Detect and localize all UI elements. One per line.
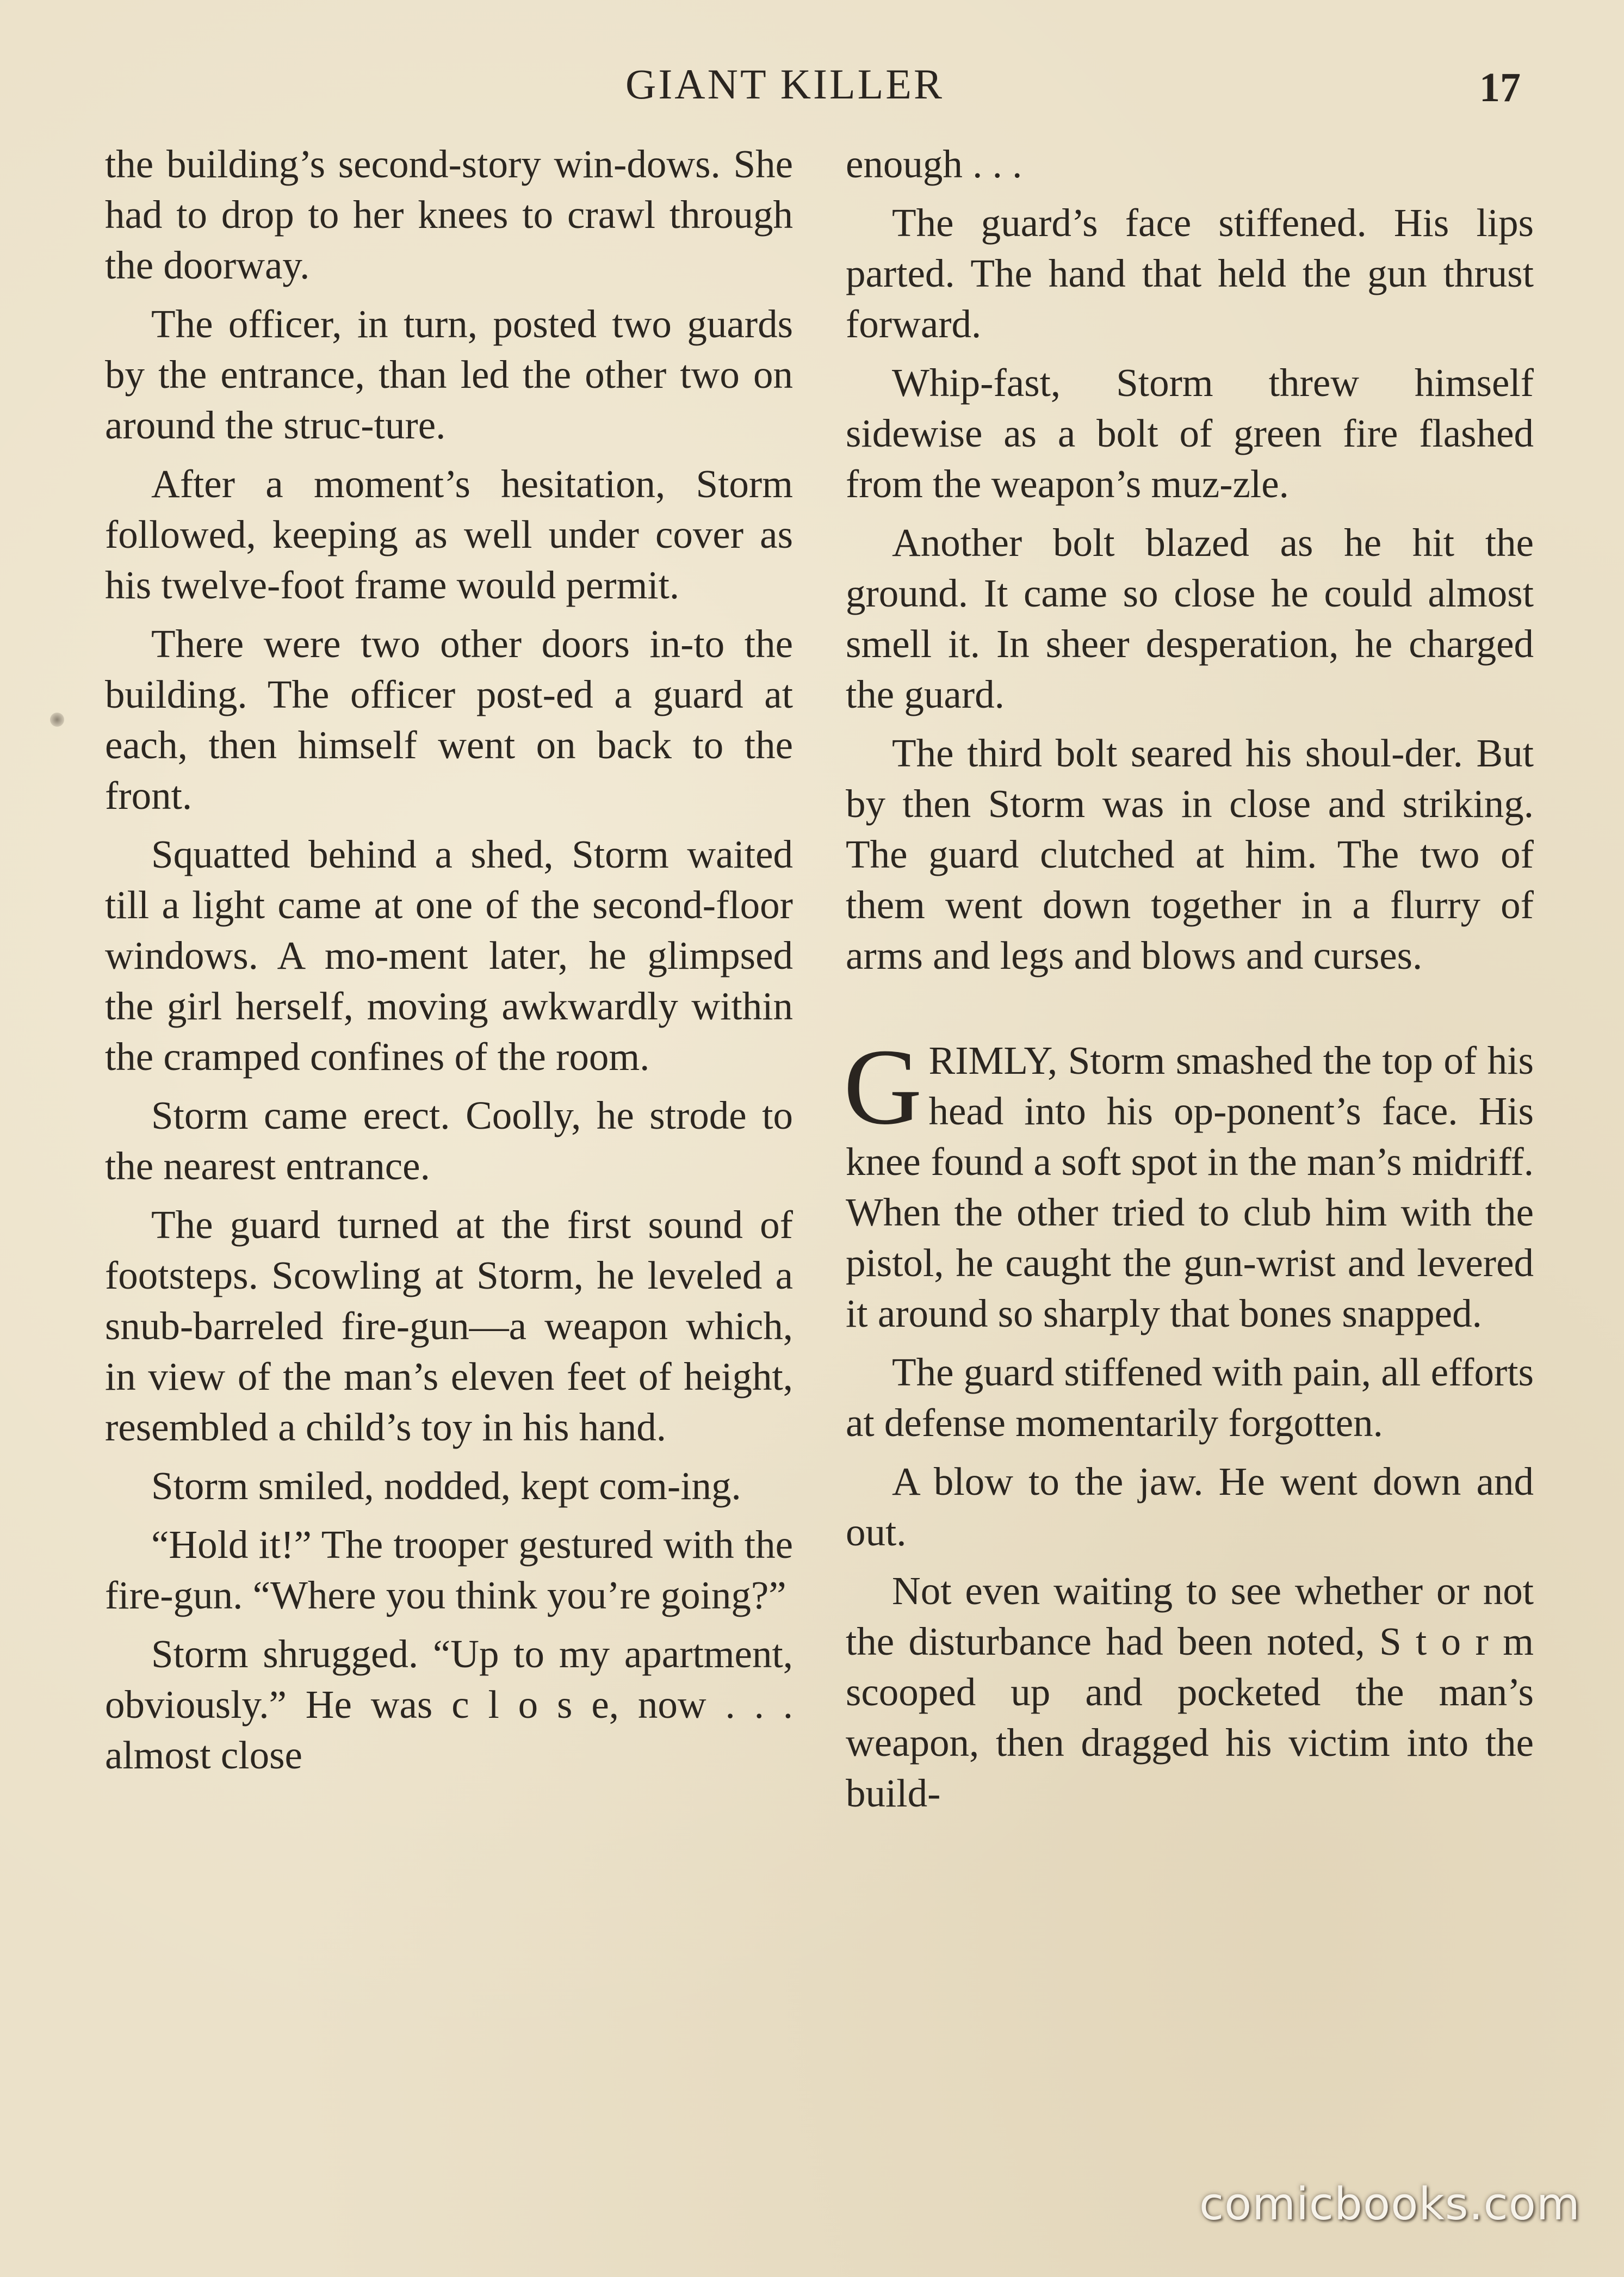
paragraph: Storm shrugged. “Up to my apartment, obviously.” He was c l o s e, now . . . almost close <box>105 1632 793 1777</box>
ink-speck <box>50 713 64 727</box>
paragraph: The third bolt seared his shoul-der. But by then Storm was in close and striking. The guard clutched at him. The two of them went down together in a flurry of arms and legs and blows and curses. <box>846 731 1534 977</box>
paragraph: After a moment’s hesitation, Storm followed, keeping as well under cover as his twelve-foot frame would permit. <box>105 462 793 607</box>
paragraph: the building’s second-story win-dows. She had to drop to her knees to crawl through the doorway. <box>105 142 793 287</box>
paragraph: Another bolt blazed as he hit the ground. It came so close he could almost smell it. In sheer desperation, he charged the guard. <box>846 521 1534 716</box>
paragraph: enough . . . <box>846 142 1022 186</box>
paragraph: Squatted behind a shed, Storm waited till a light came at one of the second-floor windows. A mo-ment later, he glimpsed the girl herself, moving awkwardly within the cramped confines of the room. <box>105 832 793 1079</box>
paragraph: Not even waiting to see whether or not the disturbance had been noted, S t o r m scooped up and pocketed the man’s weapon, then dragged his victim into the build- <box>846 1569 1534 1815</box>
paragraph: The guard turned at the first sound of footsteps. Scowling at Storm, he leveled a snub-barreled fire-gun—a weapon which, in view of the man’s eleven feet of height, resembled a child’s toy in his hand. <box>105 1203 793 1449</box>
paragraph: Storm smiled, nodded, kept com-ing. <box>151 1464 741 1508</box>
right-text-column <box>846 139 1534 1827</box>
paragraph: The guard’s face stiffened. His lips parted. The hand that held the gun thrust forward. <box>846 201 1534 346</box>
section-opening-paragraph <box>844 1027 1534 1339</box>
paragraph: A blow to the jaw. He went down and out. <box>846 1459 1534 1554</box>
running-title: GIANT KILLER <box>625 60 944 108</box>
drop-cap-paragraph-text: RIMLY, Storm smashed the top of his head into his op-ponent’s face. His knee found a soft spot in the man’s midriff. When the other tried to club him with the pistol, he caught the gun-wrist and levered it around so sharply that bones snapped. <box>846 1038 1534 1335</box>
page-number: 17 <box>1479 65 1521 110</box>
left-text-column <box>105 139 793 1789</box>
paragraph: There were two other doors in-to the building. The officer post-ed a guard at each, then himself went on back to the front. <box>105 622 793 818</box>
paragraph: “Hold it!” The trooper gestured with the fire-gun. “Where you think you’re going?” <box>105 1523 793 1617</box>
paragraph: Whip-fast, Storm threw himself sidewise as a bolt of green fire flashed from the weapon’s muz-zle. <box>846 361 1534 506</box>
drop-cap-letter: G <box>844 1027 922 1147</box>
paragraph: The officer, in turn, posted two guards by the entrance, than led the other two on around the struc-ture. <box>105 302 793 447</box>
site-watermark: comicbooks.com <box>1199 2179 1580 2230</box>
paragraph: Storm came erect. Coolly, he strode to the nearest entrance. <box>105 1093 793 1188</box>
paragraph: The guard stiffened with pain, all efforts at defense momentarily forgotten. <box>846 1350 1534 1445</box>
